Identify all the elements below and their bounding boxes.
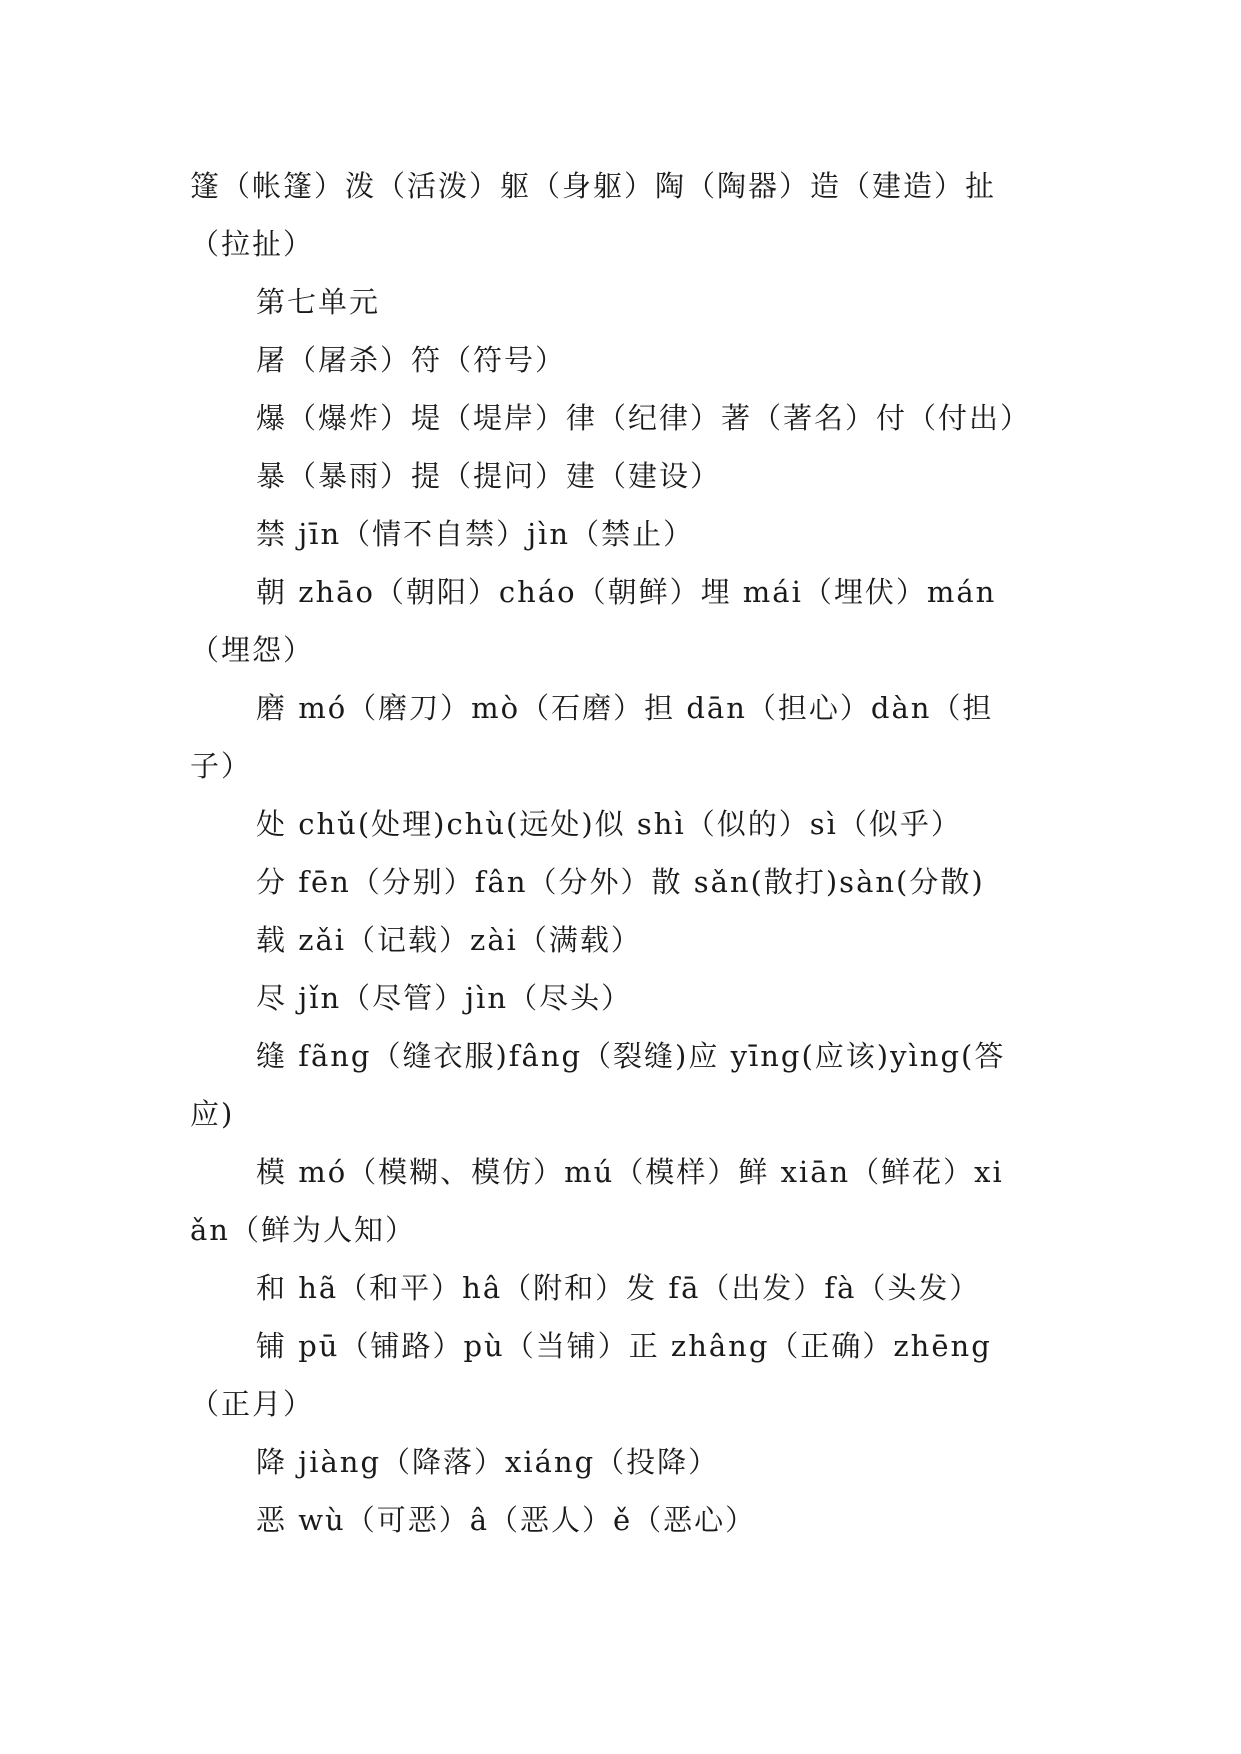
text-line: 应): [190, 1097, 235, 1131]
text-line: 降 jiàng（降落）xiáng（投降）: [256, 1445, 720, 1479]
text-line: 屠（屠杀）符（符号）: [256, 343, 567, 377]
text-line: 爆（爆炸）堤（堤岸）律（纪律）著（著名）付（付出）: [256, 401, 1032, 435]
text-line: 尽 jǐn（尽管）jìn（尽头）: [256, 981, 633, 1015]
text-line: 缝 fãng（缝衣服)fâng（裂缝)应 yīng(应该)yìng(答: [256, 1039, 1006, 1073]
text-line: 处 chǔ(处理)chù(远处)似 shì（似的）sì（似乎）: [256, 807, 962, 841]
text-line: 分 fēn（分别）fân（分外）散 sǎn(散打)sàn(分散): [256, 865, 985, 899]
text-line: 恶 wù（可恶）â（恶人）ě（恶心）: [256, 1503, 757, 1537]
text-line: 载 zǎi（记载）zài（满载）: [256, 923, 642, 957]
text-line: （拉扯）: [190, 227, 315, 261]
text-line: 磨 mó（磨刀）mò（石磨）担 dān（担心）dàn（担: [256, 691, 994, 725]
document-body: [190, 157, 1052, 1549]
text-line: 模 mó（模糊、模仿）mú（模样）鲜 xiān（鲜花）xi: [256, 1155, 1004, 1189]
text-line: 暴（暴雨）提（提问）建（建设）: [256, 459, 722, 493]
text-line: 篷（帐篷）泼（活泼）躯（身躯）陶（陶器）造（建造）扯: [190, 169, 997, 203]
unit-heading: 第七单元: [256, 285, 381, 319]
text-line: 子）: [190, 749, 253, 783]
text-line: 朝 zhāo（朝阳）cháo（朝鲜）埋 mái（埋伏）mán: [256, 575, 997, 609]
text-line: 和 hã（和平）hâ（附和）发 fā（出发）fà（头发）: [256, 1271, 981, 1305]
text-line: 禁 jīn（情不自禁）jìn（禁止）: [256, 517, 695, 551]
text-line: （正月）: [190, 1387, 315, 1421]
text-line: ǎn（鲜为人知）: [190, 1213, 416, 1247]
text-line: 铺 pū（铺路）pù（当铺）正 zhâng（正确）zhēng: [256, 1329, 992, 1363]
text-line: （埋怨）: [190, 633, 315, 667]
